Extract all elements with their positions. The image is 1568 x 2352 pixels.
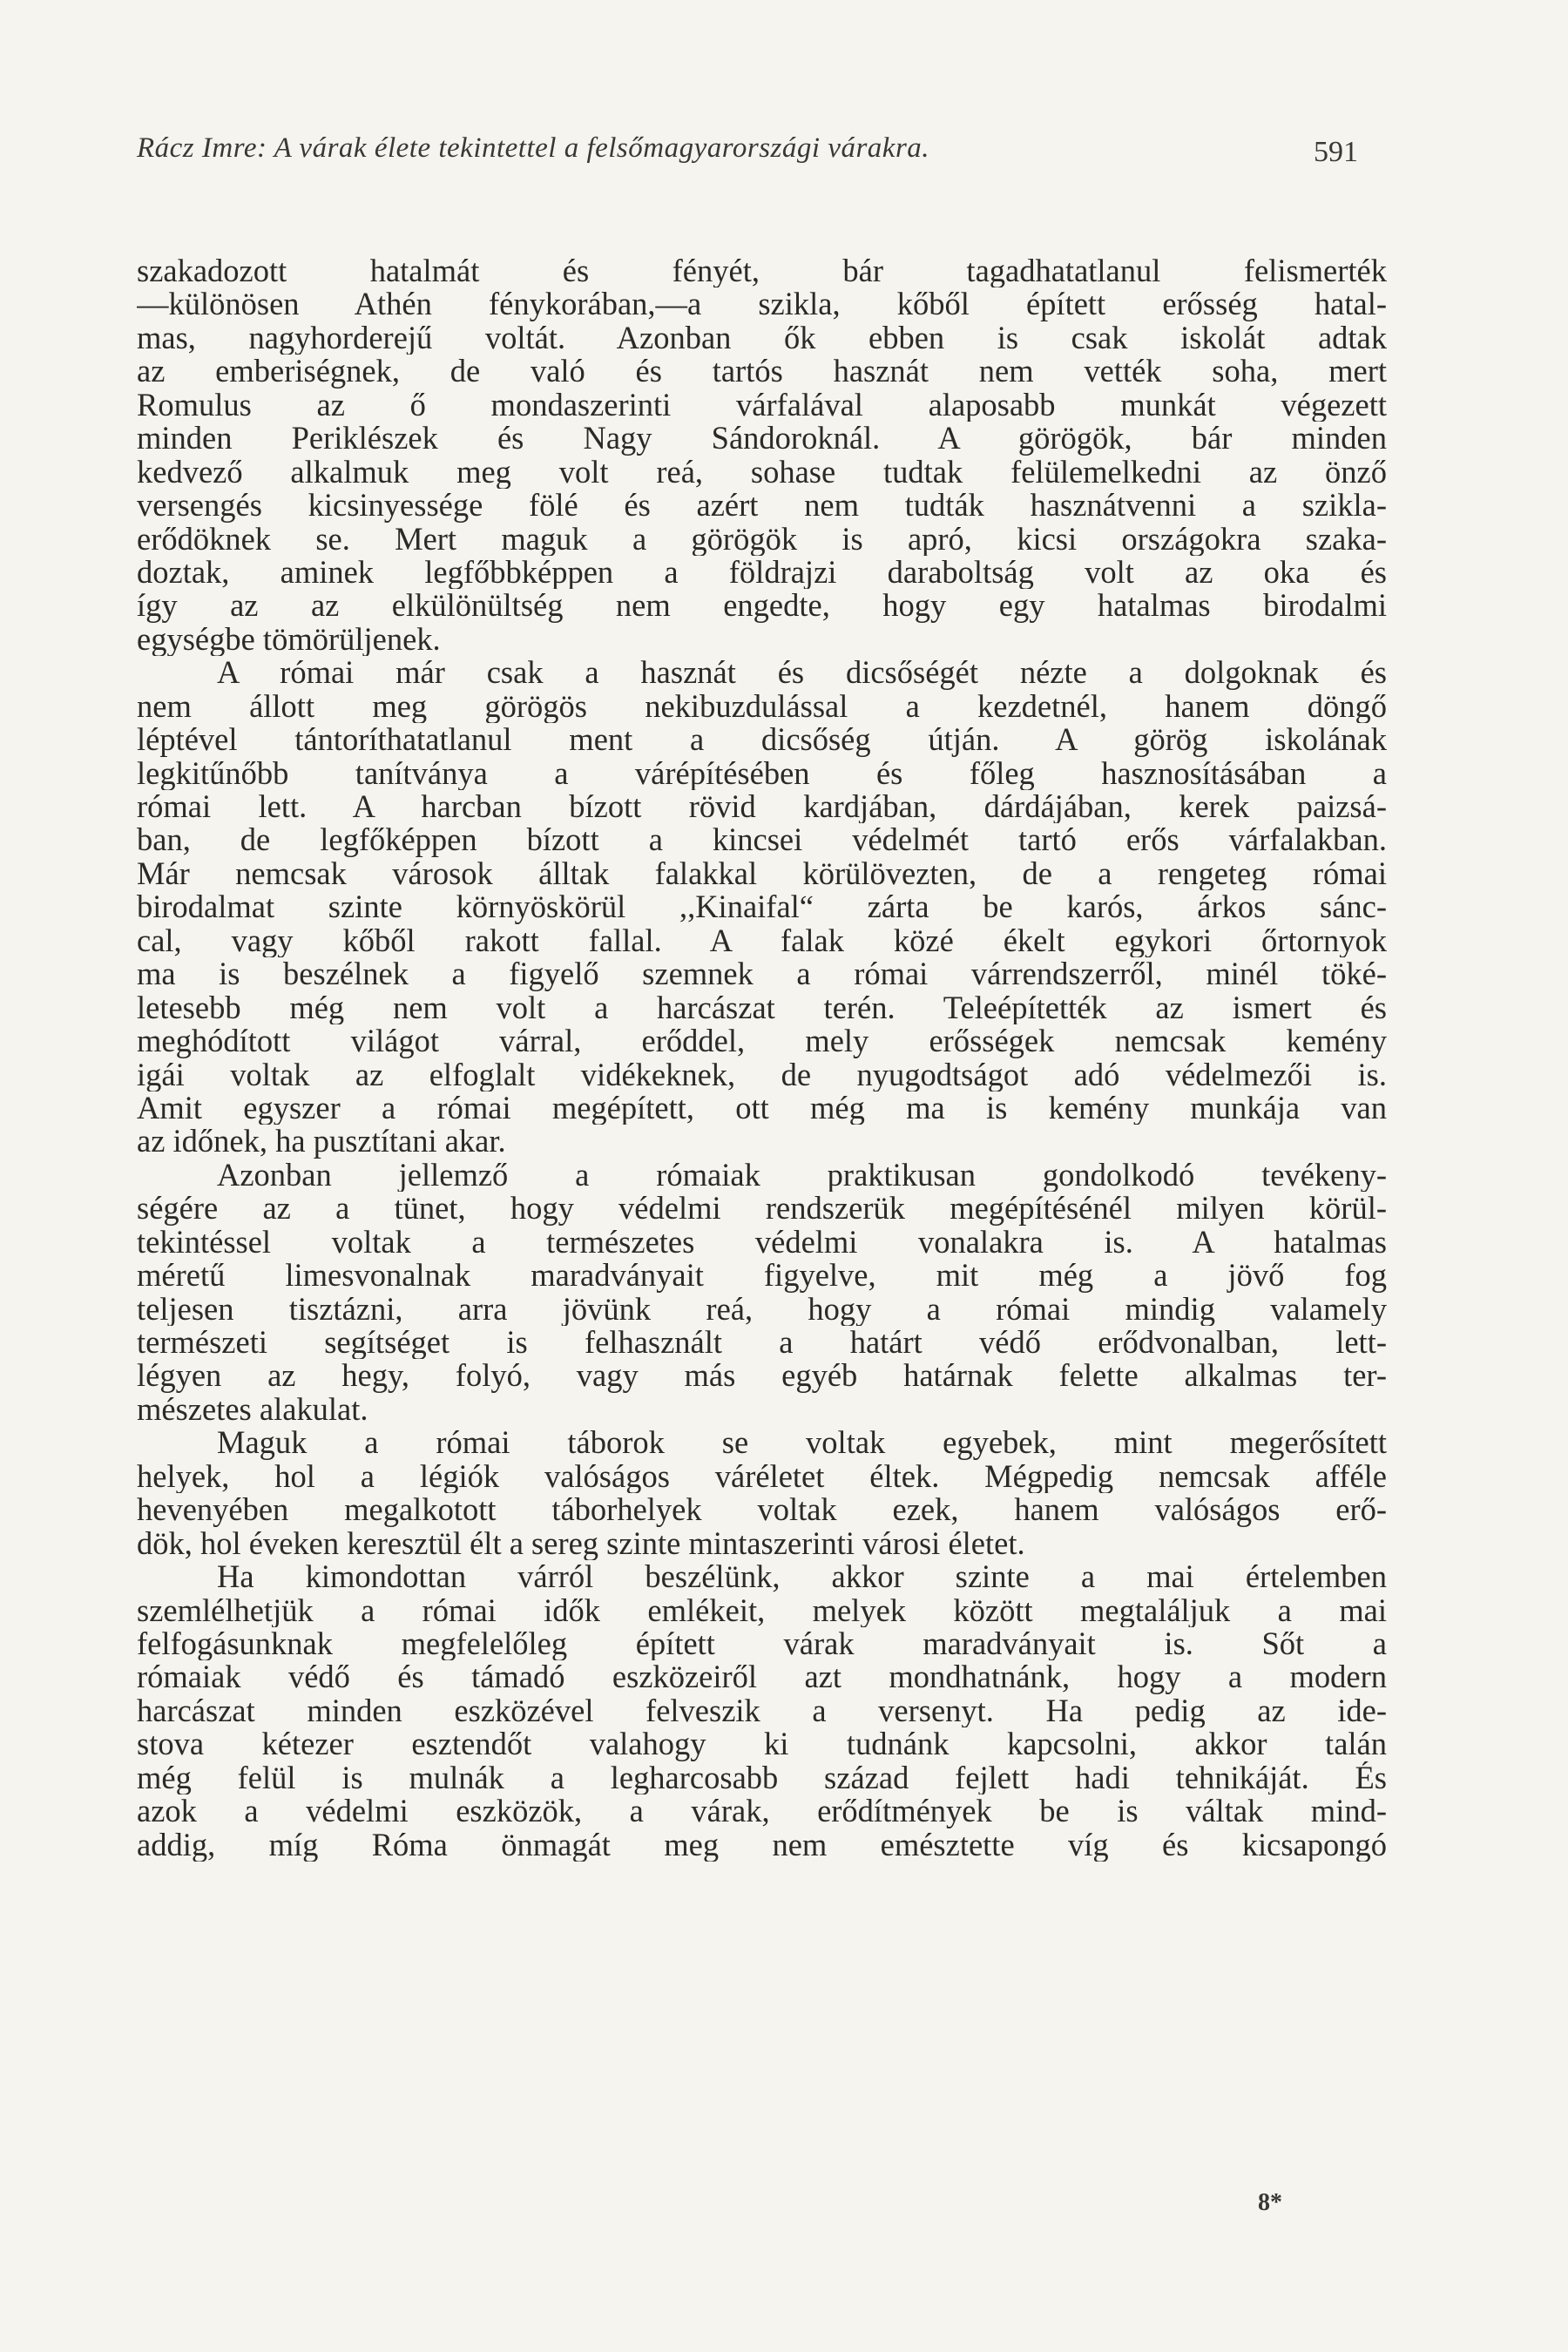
text-line: hevenyében megalkotott táborhelyek voltak ezek, hanem valóságos erő-: [137, 1493, 1387, 1527]
text-line: nem állott meg görögös nekibuzdulással a kezdetnél, hanem döngő: [137, 689, 1387, 724]
text-line: még felül is mulnák a legharcosabb század fejlett hadi tehnikáját. És: [137, 1761, 1387, 1795]
text-line: Ha kimondottan várról beszélünk, akkor szinte a mai értelemben: [217, 1560, 1387, 1594]
text-line: harcászat minden eszközével felveszik a versenyt. Ha pedig az ide-: [137, 1693, 1387, 1728]
text-line: birodalmat szinte környöskörül ,,Kinaifal“ zárta be karós, árkos sánc-: [137, 890, 1387, 924]
text-line: az időnek, ha pusztítani akar.: [137, 1125, 506, 1159]
body-text: [137, 254, 1387, 1862]
text-line: versengés kicsinyessége fölé és azért nem tudták hasznátvenni a szikla-: [137, 489, 1387, 523]
page-number: 591: [1314, 136, 1358, 168]
running-title: Rácz Imre: A várak élete tekintettel a felsőmagyarországi várakra.: [137, 132, 930, 164]
text-line: letesebb még nem volt a harcászat terén. Teleépítették az ismert és: [137, 990, 1387, 1025]
text-line: helyek, hol a légiók valóságos váréletet éltek. Mégpedig nemcsak afféle: [137, 1459, 1387, 1494]
text-line: doztak, aminek legfőbbképpen a földrajzi daraboltság volt az oka és: [137, 555, 1387, 590]
text-line: léptével tántoríthatatlanul ment a dicsőség útján. A görög iskolának: [137, 723, 1387, 757]
text-line: Amit egyszer a római megépített, ott még ma is kemény munkája van: [137, 1091, 1387, 1125]
text-line: erődöknek se. Mert maguk a görögök is apró, kicsi országokra szaka-: [137, 522, 1387, 556]
text-line: igái voltak az elfoglalt vidékeknek, de nyugodtságot adó védelmezői is.: [137, 1058, 1387, 1092]
text-line: Maguk a római táborok se voltak egyebek, mint megerősített: [217, 1426, 1387, 1460]
text-line: cal, vagy kőből rakott fallal. A falak közé ékelt egykori őrtornyok: [137, 923, 1387, 958]
text-line: teljesen tisztázni, arra jövünk reá, hogy a római mindig valamely: [137, 1292, 1387, 1326]
text-line: mas, nagyhorderejű voltát. Azonban ők ebben is csak iskolát adtak: [137, 321, 1387, 355]
text-line: azok a védelmi eszközök, a várak, erődítmények be is váltak mind-: [137, 1794, 1387, 1828]
text-line: kedvező alkalmuk meg volt reá, sohase tudtak felülemelkedni az önző: [137, 455, 1387, 490]
text-line: A római már csak a hasznát és dicsőségét nézte a dolgoknak és: [217, 656, 1387, 690]
text-line: felfogásunknak megfelelőleg épített várak maradványait is. Sőt a: [137, 1626, 1387, 1661]
text-line: —különösen Athén fénykorában,—a szikla, kőből épített erősség hatal-: [137, 287, 1387, 321]
text-line: Romulus az ő mondaszerinti várfalával alaposabb munkát végezett: [137, 388, 1387, 422]
text-line: egységbe tömörüljenek.: [137, 622, 441, 657]
text-line: ban, de legfőképpen bízott a kincsei védelmét tartó erős várfalakban.: [137, 823, 1387, 857]
text-line: így az az elkülönültség nem engedte, hogy egy hatalmas birodalmi: [137, 589, 1387, 623]
text-line: szemlélhetjük a római idők emlékeit, melyek között megtaláljuk a mai: [137, 1593, 1387, 1627]
text-line: természeti segítséget is felhasznált a határt védő erődvonalban, lett-: [137, 1326, 1387, 1360]
text-line: római lett. A harcban bízott rövid kardjában, dárdájában, kerek paizsá-: [137, 790, 1387, 824]
text-line: ma is beszélnek a figyelő szemnek a római várrendszerről, minél töké-: [137, 957, 1387, 991]
text-line: Már nemcsak városok álltak falakkal körülövezten, de a rengeteg római: [137, 856, 1387, 891]
text-line: tekintéssel voltak a természetes védelmi vonalakra is. A hatalmas: [137, 1225, 1387, 1260]
text-line: az emberiségnek, de való és tartós hasznát nem vették soha, mert: [137, 355, 1387, 389]
text-line: dök, hol éveken keresztül élt a sereg szinte mintaszerinti városi életet.: [137, 1526, 1025, 1561]
text-line: légyen az hegy, folyó, vagy más egyéb határnak felette alkalmas ter-: [137, 1359, 1387, 1393]
text-line: mészetes alakulat.: [137, 1392, 368, 1427]
text-line: rómaiak védő és támadó eszközeiről azt mondhatnánk, hogy a modern: [137, 1660, 1387, 1694]
text-line: ségére az a tünet, hogy védelmi rendszerük megépítésénél milyen körül-: [137, 1192, 1387, 1226]
text-line: meghódított világot várral, erőddel, mely erősségek nemcsak kemény: [137, 1024, 1387, 1058]
page-header: [137, 132, 1358, 185]
text-line: minden Periklészek és Nagy Sándoroknál. A görögök, bár minden: [137, 422, 1387, 456]
text-line: méretű limesvonalnak maradványait figyelve, mit még a jövő fog: [137, 1259, 1387, 1293]
text-line: szakadozott hatalmát és fényét, bár tagadhatatlanul felismerték: [137, 254, 1387, 288]
text-line: Azonban jellemző a rómaiak praktikusan gondolkodó tevékeny-: [217, 1158, 1387, 1193]
text-line: legkitűnőbb tanítványa a várépítésében és főleg hasznosításában a: [137, 756, 1387, 790]
text-line: stova kétezer esztendőt valahogy ki tudnánk kapcsolni, akkor talán: [137, 1727, 1387, 1761]
text-line: addig, míg Róma önmagát meg nem emésztette víg és kicsapongó: [137, 1828, 1387, 1862]
signature-mark: 8*: [1258, 2189, 1282, 2216]
